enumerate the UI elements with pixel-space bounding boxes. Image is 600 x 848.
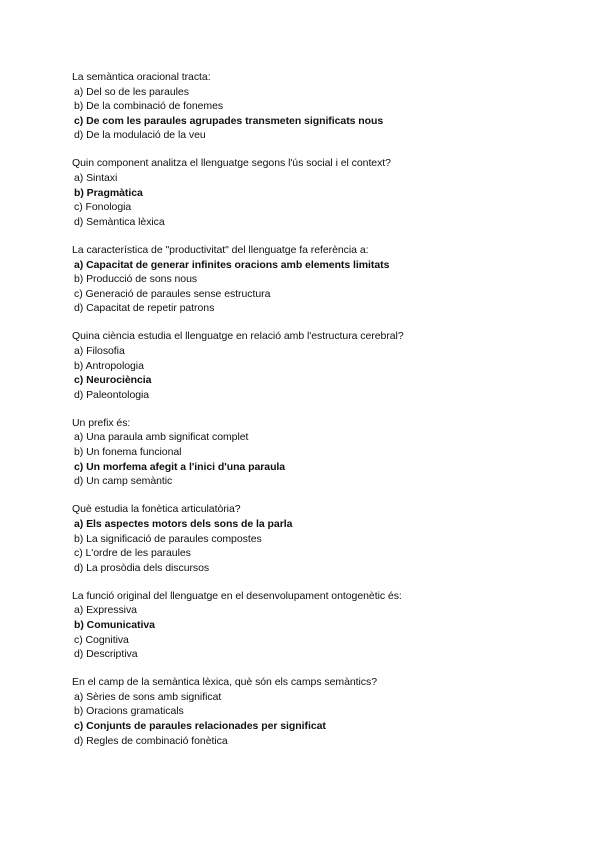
option-c-correct: c) Neurociència (74, 374, 152, 387)
option-c: c) L'ordre de les paraules (74, 547, 191, 560)
options-list (72, 258, 572, 316)
option-a: a) Una paraula amb significat complet (74, 431, 249, 444)
question-4 (72, 329, 572, 402)
options-list (72, 603, 572, 661)
option-a-correct: a) Capacitat de generar infinites oracions amb elements limitats (74, 258, 390, 271)
option-c: c) Generació de paraules sense estructura (74, 287, 271, 300)
option-d: d) Regles de combinació fonètica (74, 734, 228, 747)
option-b: b) De la combinació de fonemes (74, 100, 224, 113)
options-list (72, 85, 572, 143)
option-b-correct: b) Pragmàtica (74, 186, 143, 199)
options-list (72, 171, 572, 229)
option-b-correct: b) Comunicativa (74, 619, 155, 631)
option-a: a) Del so de les paraules (74, 85, 189, 98)
question-8 (72, 675, 572, 748)
option-d: d) De la modulació de la veu (74, 129, 206, 142)
options-list (72, 517, 572, 575)
question-3 (72, 243, 572, 316)
option-a-correct: a) Els aspectes motors dels sons de la parla (74, 517, 293, 530)
question-text: La funció original del llenguatge en el desenvolupament ontogenètic és: (72, 589, 402, 602)
quiz-document (72, 70, 572, 762)
question-7 (72, 589, 572, 662)
options-list (72, 690, 572, 748)
option-b: b) Antropologia (74, 359, 144, 372)
options-list (72, 430, 572, 488)
option-a: a) Sèries de sons amb significat (74, 690, 222, 703)
question-6 (72, 502, 572, 575)
question-1 (72, 70, 572, 143)
option-c-correct: c) Conjunts de paraules relacionades per significat (74, 720, 326, 733)
option-c-correct: c) Un morfema afegit a l'inici d'una paraula (74, 460, 286, 473)
options-list (72, 344, 572, 402)
option-a: a) Sintaxi (74, 172, 118, 185)
question-5 (72, 416, 572, 489)
option-a: a) Expressiva (74, 604, 137, 617)
option-b: b) La significació de paraules compostes (74, 532, 262, 545)
option-b: b) Producció de sons nous (74, 273, 198, 286)
option-d: d) Capacitat de repetir patrons (74, 302, 215, 315)
option-b: b) Un fonema funcional (74, 446, 182, 459)
question-text: En el camp de la semàntica lèxica, què són els camps semàntics? (72, 676, 378, 689)
option-d: d) Paleontologia (74, 388, 150, 401)
option-d: d) Descriptiva (74, 648, 138, 661)
option-c: c) Cognitiva (74, 633, 129, 646)
option-c-correct: c) De com les paraules agrupades transmeten significats nous (74, 114, 384, 127)
option-d: d) La prosòdia dels discursos (74, 561, 210, 574)
question-text: Quina ciència estudia el llenguatge en relació amb l'estructura cerebral? (72, 330, 404, 343)
question-2 (72, 156, 572, 229)
option-d: d) Un camp semàntic (74, 475, 173, 488)
option-c: c) Fonologia (74, 201, 132, 214)
question-text: Quin component analitza el llenguatge segons l'ús social i el context? (72, 157, 391, 170)
option-a: a) Filosofia (74, 345, 125, 357)
question-text: Un prefix és: (72, 416, 131, 429)
option-d: d) Semàntica lèxica (74, 215, 165, 228)
option-b: b) Oracions gramaticals (74, 705, 184, 718)
question-text: Què estudia la fonètica articulatòria? (72, 503, 241, 516)
question-text: La característica de "productivitat" del llenguatge fa referència a: (72, 243, 369, 256)
question-text: La semàntica oracional tracta: (72, 71, 211, 83)
